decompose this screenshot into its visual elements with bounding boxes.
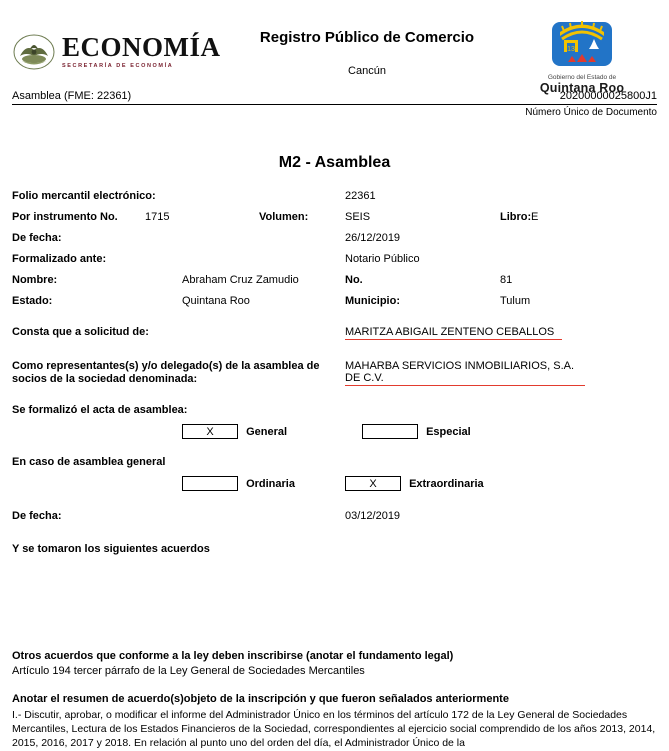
- estado-label: Estado:: [12, 295, 53, 307]
- fecha-label: De fecha:: [12, 232, 62, 244]
- bottom-section: [12, 650, 657, 751]
- svg-text:13: 13: [567, 46, 575, 53]
- row-representantes: [12, 360, 657, 390]
- consta-value: MARITZA ABIGAIL ZENTENO CEBALLOS: [345, 326, 562, 340]
- acuerdos-label: Y se tomaron los siguientes acuerdos: [12, 543, 210, 555]
- row-fecha: [12, 232, 657, 251]
- economia-logo: [12, 18, 227, 74]
- row-ordinaria-extraordinaria: [12, 476, 657, 498]
- state-caption-big: Quintana Roo: [539, 81, 625, 95]
- instrumento-value: 1715: [145, 211, 170, 223]
- row-estado: [12, 295, 657, 314]
- volumen-value: SEIS: [345, 211, 371, 223]
- state-caption-small: Gobierno del Estado de: [547, 74, 617, 81]
- row-fecha-asamblea: [12, 510, 657, 529]
- numero-value: 81: [500, 274, 513, 286]
- numero-label: No.: [345, 274, 363, 286]
- resumen-acuerdos-heading: Anotar el resumen de acuerdo(s)objeto de la inscripción y que fueron señalados anteriormente: [12, 693, 509, 705]
- fecha-asamblea-value: 03/12/2019: [345, 510, 401, 522]
- document-title: M2 - Asamblea: [278, 154, 391, 171]
- checkbox-extraordinaria[interactable]: X: [345, 476, 401, 491]
- nombre-label: Nombre:: [12, 274, 58, 286]
- header-center: [227, 18, 507, 77]
- instrumento-label: Por instrumento No.: [12, 211, 118, 223]
- document-header: [12, 0, 657, 95]
- caso-asamblea-label: En caso de asamblea general: [12, 456, 166, 468]
- volumen-label: Volumen:: [259, 211, 309, 223]
- acta-label: Se formalizó el acta de asamblea:: [12, 404, 188, 416]
- row-nombre: [12, 274, 657, 293]
- mexican-eagle-icon: [12, 30, 56, 74]
- checkbox-ordinaria-label: Ordinaria: [246, 477, 295, 490]
- checkbox-especial-label: Especial: [426, 425, 471, 438]
- row-consta: [12, 326, 657, 348]
- formalizado-label: Formalizado ante:: [12, 253, 107, 265]
- assembly-fme-label: Asamblea (FME: 22361): [12, 90, 132, 102]
- municipio-label: Municipio:: [345, 295, 400, 307]
- document-unique-number: 20200000025800J1: [559, 90, 657, 102]
- row-formalizado: [12, 253, 657, 272]
- row-instrumento: [12, 211, 657, 230]
- libro-label: Libro:: [500, 211, 532, 223]
- fecha-asamblea-label: De fecha:: [12, 510, 62, 522]
- page-title: Registro Público de Comercio: [259, 29, 475, 46]
- folio-value: 22361: [345, 190, 376, 202]
- representantes-label-line2: socios de la sociedad denominada:: [12, 373, 198, 385]
- representantes-label-line1: Como representantes(s) y/o delegado(s) de la asamblea de: [12, 360, 320, 372]
- economia-wordmark: [62, 34, 221, 70]
- economia-subtitle: SECRETARÍA DE ECONOMÍA: [62, 63, 174, 70]
- nombre-value: Abraham Cruz Zamudio: [182, 274, 299, 286]
- document-id-bar: [12, 90, 657, 105]
- quintana-roo-emblem-icon: [550, 20, 614, 72]
- checkbox-general[interactable]: X: [182, 424, 238, 439]
- row-general-especial: [12, 424, 657, 446]
- consta-label: Consta que a solicitud de:: [12, 326, 149, 338]
- otros-acuerdos-fundamento: Artículo 194 tercer párrafo de la Ley General de Sociedades Mercantiles: [12, 665, 365, 677]
- municipio-value: Tulum: [500, 295, 531, 307]
- checkbox-general-label: General: [246, 425, 288, 438]
- row-folio: [12, 190, 657, 209]
- header-city: Cancún: [348, 65, 386, 78]
- checkbox-especial[interactable]: [362, 424, 418, 439]
- form-body: [12, 190, 657, 555]
- checkbox-extraordinaria-label: Extraordinaria: [409, 477, 484, 490]
- folio-label: Folio mercantil electrónico:: [12, 190, 156, 202]
- formalizado-value: Notario Público: [345, 253, 420, 265]
- estado-value: Quintana Roo: [182, 295, 250, 307]
- representantes-value: MAHARBA SERVICIOS INMOBILIARIOS, S.A. DE C.V.: [345, 360, 585, 386]
- fecha-value: 26/12/2019: [345, 232, 401, 244]
- otros-acuerdos-heading: Otros acuerdos que conforme a la ley deben inscribirse (anotar el fundamento legal): [12, 650, 454, 662]
- economia-word: ECONOMÍA: [62, 32, 221, 63]
- quintana-roo-logo: [507, 18, 657, 95]
- resumen-acuerdos-paragraph: I.- Discutir, aprobar, o modificar el informe del Administrador Único en los términos del artículo 172 de la Ley General de Sociedades Mercantiles, Lectura de los Estados Financieros de la Sociedad, correspondientes al ejercicio social comprendido de los años 2013, 2014, 2015, 2016, 2017 y 2018. En relación al punto uno del orden del día, el Administrador Único de la: [12, 709, 656, 750]
- document-unique-number-caption: Número Único de Documento: [525, 107, 657, 118]
- libro-value: E: [531, 211, 539, 223]
- checkbox-ordinaria[interactable]: [182, 476, 238, 491]
